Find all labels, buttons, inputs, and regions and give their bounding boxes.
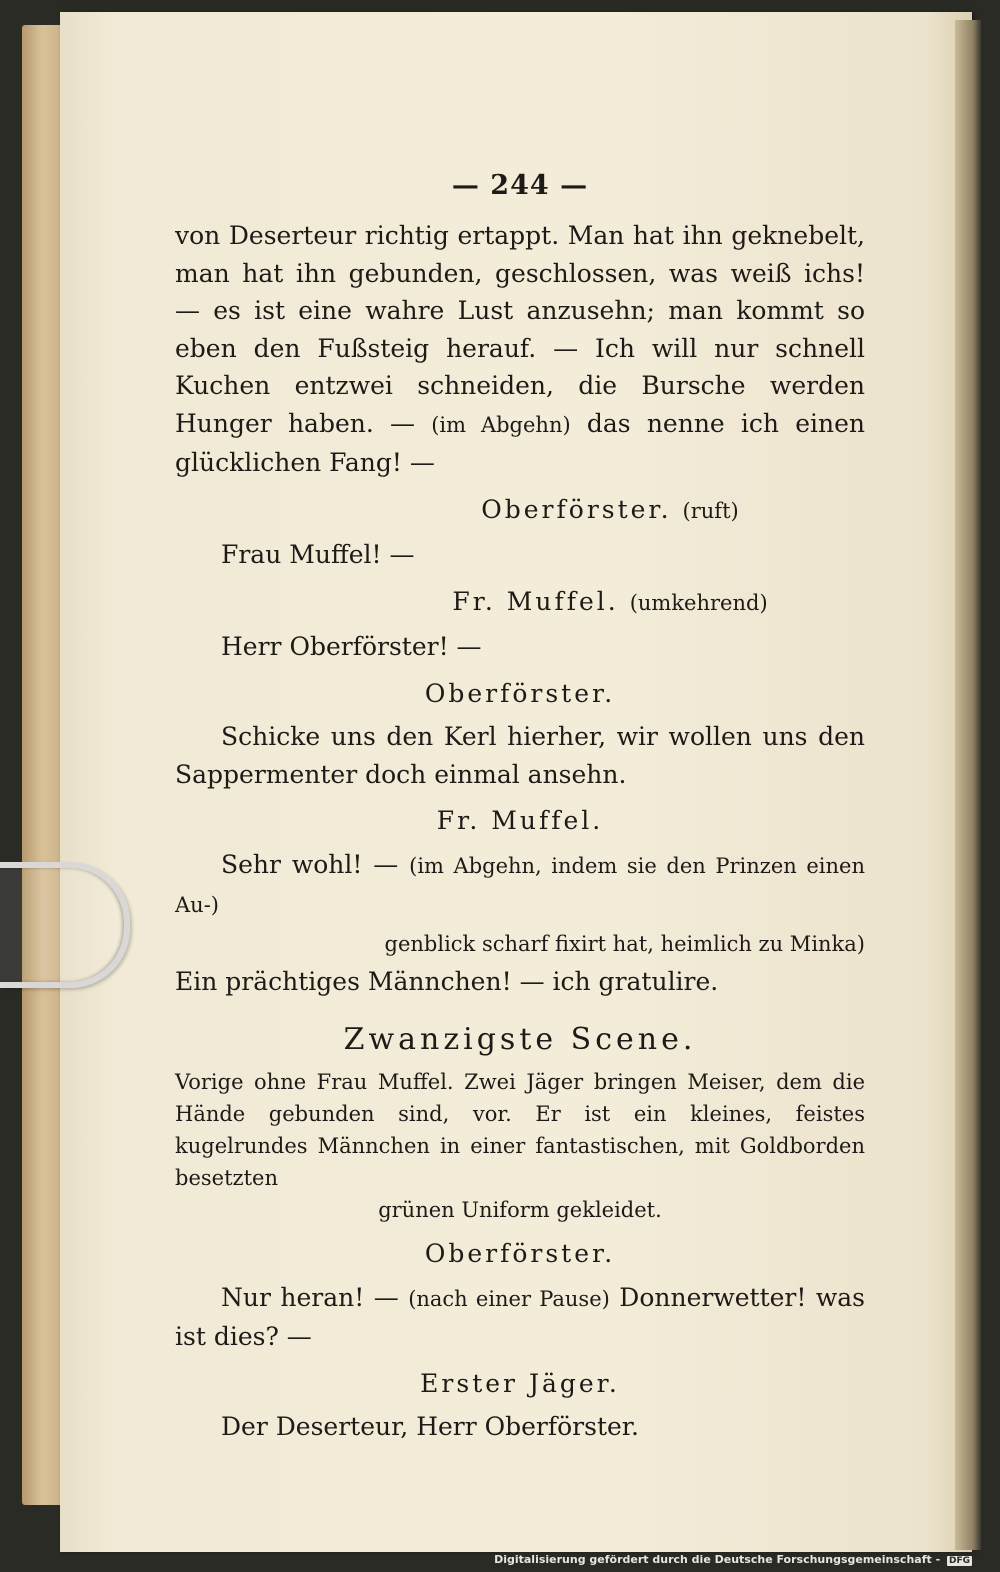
stage-direction: (im Abgehn, indem sie den Prinzen einen Au-) bbox=[175, 853, 865, 917]
speaker-heading: Fr. Muffel. bbox=[436, 806, 604, 835]
page-number: — 244 — bbox=[451, 170, 589, 201]
speech-line: Frau Muffel! — bbox=[221, 540, 415, 569]
speech-line: Herr Oberförster! — bbox=[221, 632, 482, 661]
paragraph-text: das nenne ich einen glücklichen Fang! — bbox=[175, 408, 865, 477]
credit-text: Digitalisierung gefördert durch die Deutsche Forschungsgemeinschaft - bbox=[494, 1553, 941, 1566]
speaker-heading: Oberförster. bbox=[424, 678, 616, 708]
stage-description: grünen Uniform gekleidet. bbox=[378, 1198, 662, 1222]
digitization-credit bbox=[494, 1553, 972, 1566]
speaker-heading bbox=[175, 491, 865, 531]
speech-line: Ein prächtiges Männchen! — ich gratulire. bbox=[175, 966, 719, 996]
stage-direction: (nach einer Pause) bbox=[408, 1286, 610, 1311]
speech-line: Schicke uns den Kerl hierher, wir wollen uns den Sappermenter doch einmal ansehn. bbox=[175, 722, 865, 789]
speech-text: Donnerwetter! was ist dies? — bbox=[175, 1282, 866, 1351]
stage-description: Vorige ohne Frau Muffel. Zwei Jäger bringen Meiser, dem die Hände gebunden sind, vor. Er ist ein kleines, feistes kugelrundes Männchen in einer fantastischen, mit Goldborden besetzten bbox=[175, 1070, 865, 1190]
speech-line bbox=[175, 846, 865, 925]
dfg-logo-icon: DFG bbox=[948, 1556, 970, 1566]
paragraph bbox=[175, 217, 865, 482]
stage-direction: genblick scharf fixirt hat, heimlich zu Minka) bbox=[384, 931, 865, 956]
stage-direction: (umkehrend) bbox=[629, 590, 768, 615]
speaker-heading: Oberförster. bbox=[424, 1239, 616, 1268]
speech-line: Der Deserteur, Herr Oberförster. bbox=[221, 1412, 639, 1441]
speech-text: Sehr wohl! — bbox=[221, 849, 399, 879]
page-content bbox=[175, 170, 865, 1446]
stage-direction: (ruft) bbox=[682, 498, 739, 523]
scene-title: Zwanzigste Scene. bbox=[343, 1022, 697, 1057]
speaker-name: Oberförster. bbox=[481, 494, 672, 524]
speaker-heading: Erster Jäger. bbox=[420, 1368, 620, 1398]
speaker-name: Fr. Muffel. bbox=[452, 586, 619, 616]
stage-direction: (im Abgehn) bbox=[431, 412, 571, 437]
paragraph-text: von Deserteur richtig ertappt. Man hat ihn geknebelt, man hat ihn gebunden, geschlossen, was weiß ichs! — es ist eine wahre Lust anzusehn; man kommt so eben den Fußsteig herauf. — Ich will nur schnell Kuchen entzwei schneiden, die Bursche werden Hunger haben. — bbox=[175, 221, 865, 438]
speech-line bbox=[175, 1279, 865, 1356]
page-right-edge bbox=[955, 20, 981, 1550]
speech-text: Nur heran! — bbox=[221, 1282, 399, 1312]
page-clip bbox=[0, 862, 130, 988]
speaker-heading bbox=[175, 583, 865, 623]
